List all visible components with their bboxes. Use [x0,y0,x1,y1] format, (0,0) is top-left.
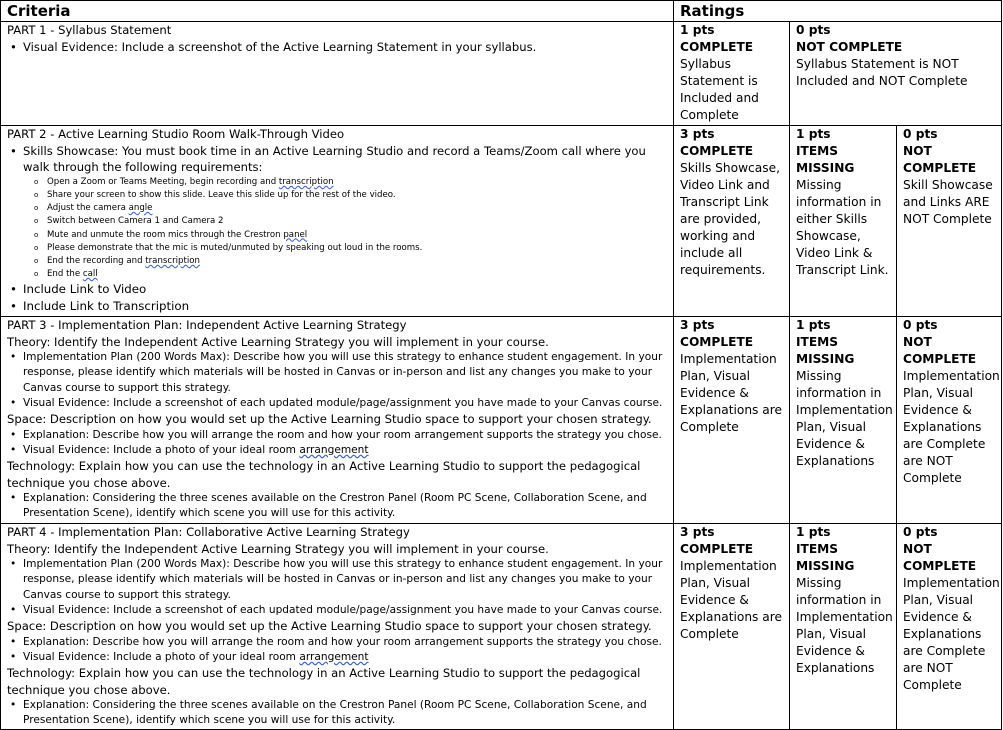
requirement-text: Open a Zoom or Teams Meeting, begin recording and [47,176,279,187]
rating-level: COMPLETE [680,144,754,158]
rating-points: 1 pts [796,525,831,539]
rating-level: ITEMS MISSING [796,335,855,366]
arrangement-link-text: arrangement [299,650,369,663]
criteria-header: Criteria [1,1,674,22]
rating-description: Syllabus Statement is Included and Complete [680,57,759,122]
part3-implementation-plan: • Implementation Plan (200 Words Max): Describe how you will use this strategy to enhance student engagement. In your response, please identify which materials will be hosted in Canvas or in-person and list any changes you make to your Canvas course to support this strategy. [7,350,673,396]
part4-technology: Technology: Explain how you can use the technology in an Active Learning Studio to support the pedagogical technique you chose above. [7,666,641,697]
requirement-item: o Please demonstrate that the mic is muted/unmuted by speaking out loud in the rooms. [7,242,673,255]
requirement-text: End the recording and [47,256,146,266]
requirement-text: End the [47,269,83,280]
part4-visual-evidence-photo [7,650,673,665]
skills-line-2: walk through the following requirements: [23,160,263,175]
rating-description: Implementation Plan, Visual Evidence & Explanations are Complete [680,559,782,641]
link-transcription-bullet: • Include Link to Transcription [7,298,673,315]
requirement-item [7,255,673,268]
part2-rating-1 [674,126,790,317]
rating-description: Implementation Plan, Visual Evidence & Explanations are Complete are NOT Complete [903,576,1000,692]
rating-description: Skills Showcase, Video Link and Transcript Link are provided, working and include all requirements. [680,161,780,277]
requirement-item [7,229,673,242]
rating-level: ITEMS MISSING [796,144,855,175]
part3-explanation: • Explanation: Describe how you will arrange the room and how your room arrangement supports the strategy you chose. [7,428,673,443]
part4-rating-3 [897,524,1002,730]
rating-points: 0 pts [903,525,938,539]
part3-visual-evidence-photo [7,443,673,458]
part1-criteria [1,22,674,126]
part3-rating-2 [790,317,897,524]
requirement-link-text: angle [128,203,153,214]
part4-space: Space: Description on how you would set up the Active Learning Studio space to support your chosen strategy. [7,619,652,633]
part1-rating-1 [674,22,790,126]
part3-visual-evidence: • Visual Evidence: Include a screenshot of each updated module/page/assignment you have made to your Canvas course. [7,396,673,411]
part2-criteria [1,126,674,317]
visual-evidence-text: Visual Evidence: Include a photo of your ideal room [23,650,300,663]
rating-description: Missing information in Implementation Plan, Visual Evidence & Explanations [796,369,893,468]
requirement-text: Adjust the camera [47,203,129,214]
rating-level: COMPLETE [680,40,754,54]
rating-level: NOT COMPLETE [903,335,977,366]
requirement-item: o Share your screen to show this slide. Leave this slide up for the rest of the video. [7,189,673,202]
rating-level: ITEMS MISSING [796,542,855,573]
part4-explanation: • Explanation: Describe how you will arrange the room and how your room arrangement supports the strategy you chose. [7,635,673,650]
requirement-text: Mute and unmute the room mics through the Crestron [47,229,284,240]
rating-level: NOT COMPLETE [796,40,903,54]
part3-space: Space: Description on how you would set up the Active Learning Studio space to support your chosen strategy. [7,412,652,426]
part4-row [1,524,1002,730]
skills-line-1: Skills Showcase: You must book time in an Active Learning Studio and record a Teams/Zoom call where you [23,143,646,158]
part4-technology-explanation: • Explanation: Considering the three scenes available on the Crestron Panel (Room PC Scene, Collaboration Scene, and Presentation Scene), identify which scene you will use for this activity. [7,698,673,728]
part2-row [1,126,1002,317]
requirement-link-text: call [82,269,98,280]
requirement-item [7,176,673,189]
requirement-link-text: transcription [145,256,200,266]
part2-rating-3 [897,126,1002,317]
rating-level: COMPLETE [680,542,754,556]
rating-description: Implementation Plan, Visual Evidence & Explanations are Complete are NOT Complete [903,369,1000,485]
rating-points: 1 pts [680,23,715,37]
part4-title: PART 4 - Implementation Plan: Collaborative Active Learning Strategy [7,525,410,539]
rating-level: NOT COMPLETE [903,542,977,573]
rating-description: Missing information in Implementation Plan, Visual Evidence & Explanations [796,576,893,675]
part3-technology: Technology: Explain how you can use the technology in an Active Learning Studio to support the pedagogical technique you chose above. [7,459,641,490]
part3-technology-explanation: • Explanation: Considering the three scenes available on the Crestron Panel (Room PC Scene, Collaboration Scene, and Presentation Scene), identify which scene you will use for this activity. [7,491,673,521]
header-row [1,1,1002,22]
rating-points: 1 pts [796,127,831,141]
rating-points: 3 pts [680,318,715,332]
part4-visual-evidence: • Visual Evidence: Include a screenshot of each updated module/page/assignment you have made to your Canvas course. [7,603,673,618]
rating-description: Skill Showcase and Links ARE NOT Complete [903,178,993,226]
requirement-item: o Switch between Camera 1 and Camera 2 [7,215,673,228]
part3-rating-3 [897,317,1002,524]
rating-level: COMPLETE [680,335,754,349]
part2-skills-showcase [7,143,673,176]
requirement-item [7,202,673,215]
part4-rating-1 [674,524,790,730]
link-video-bullet: • Include Link to Video [7,281,673,298]
part4-theory: Theory: Identify the Independent Active Learning Strategy you will implement in your course. [7,541,549,556]
part1-bullet-visual: • Visual Evidence: Include a screenshot of the Active Learning Statement in your syllabus. [7,39,673,56]
part3-title: PART 3 - Implementation Plan: Independent Active Learning Strategy [7,318,407,332]
part2-title: PART 2 - Active Learning Studio Room Walk-Through Video [7,127,345,141]
rating-points: 0 pts [903,318,938,332]
rating-description: Implementation Plan, Visual Evidence & Explanations are Complete [680,352,782,434]
rating-level: NOT COMPLETE [903,144,977,175]
part1-row [1,22,1002,126]
rating-points: 1 pts [796,318,831,332]
rating-points: 0 pts [903,127,938,141]
rating-points: 3 pts [680,525,715,539]
part4-implementation-plan: • Implementation Plan (200 Words Max): Describe how you will use this strategy to enhance student engagement. In your response, please identify which materials will be hosted in Canvas or in-person and list any changes you make to your Canvas course to support this strategy. [7,557,673,603]
requirement-item [7,268,673,281]
part4-criteria [1,524,674,730]
part3-row [1,317,1002,524]
part2-rating-2 [790,126,897,317]
part3-rating-1 [674,317,790,524]
ratings-header: Ratings [674,1,1002,22]
rating-description: Syllabus Statement is NOT Included and NOT Complete [796,57,968,88]
part3-criteria [1,317,674,524]
part1-title: PART 1 - Syllabus Statement [7,23,172,37]
arrangement-link-text: arrangement [299,443,369,456]
part1-rating-2 [790,22,1002,126]
rating-points: 3 pts [680,127,715,141]
part3-theory: Theory: Identify the Independent Active Learning Strategy you will implement in your course. [7,334,549,349]
requirement-link-text: panel [283,229,308,240]
visual-evidence-text: Visual Evidence: Include a photo of your ideal room [23,443,300,456]
rating-description: Missing information in either Skills Showcase, Video Link & Transcript Link. [796,178,889,277]
rating-points: 0 pts [796,23,831,37]
requirement-link-text: transcription [278,176,334,187]
part4-rating-2 [790,524,897,730]
